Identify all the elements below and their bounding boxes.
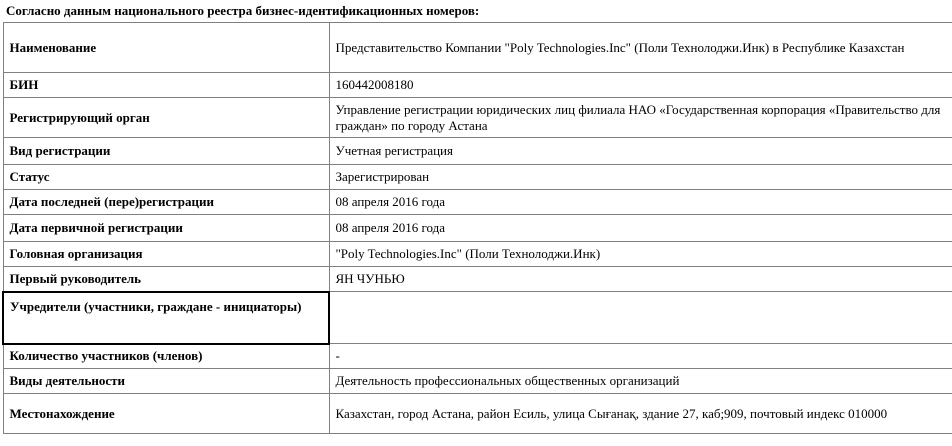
row-label: Виды деятельности bbox=[3, 369, 329, 394]
row-value: - bbox=[329, 344, 952, 369]
table-row-registration-type bbox=[3, 138, 952, 165]
row-label: Учредители (участники, граждане - инициаторы) bbox=[3, 292, 329, 344]
row-value: Зарегистрирован bbox=[329, 165, 952, 190]
row-label: Наименование bbox=[3, 23, 329, 73]
row-label: Первый руководитель bbox=[3, 267, 329, 292]
table-row-name bbox=[3, 23, 952, 73]
row-label: Регистрирующий орган bbox=[3, 98, 329, 138]
row-label: Дата первичной регистрации bbox=[3, 215, 329, 242]
table-row-head-organization bbox=[3, 242, 952, 267]
row-label: Количество участников (членов) bbox=[3, 344, 329, 369]
row-value: Управление регистрации юридических лиц филиала НАО «Государственная корпорация «Правительство для граждан» по городу Астана bbox=[329, 98, 952, 138]
row-value: Казахстан, город Астана, район Есиль, улица Сығанақ, здание 27, каб;909, почтовый индекс 010000 bbox=[329, 394, 952, 434]
table-row-director bbox=[3, 267, 952, 292]
row-label: Местонахождение bbox=[3, 394, 329, 434]
row-label: Дата последней (пере)регистрации bbox=[3, 190, 329, 215]
table-row-participants-count bbox=[3, 344, 952, 369]
page-heading: Согласно данным национального реестра бизнес-идентификационных номеров: bbox=[6, 3, 480, 18]
row-value: 160442008180 bbox=[329, 73, 952, 98]
registry-table bbox=[2, 22, 952, 434]
table-row-registering-authority bbox=[3, 98, 952, 138]
row-value: Учетная регистрация bbox=[329, 138, 952, 165]
row-label: Вид регистрации bbox=[3, 138, 329, 165]
row-value: ЯН ЧУНЬЮ bbox=[329, 267, 952, 292]
table-row-bin bbox=[3, 73, 952, 98]
row-value: 08 апреля 2016 года bbox=[329, 215, 952, 242]
row-label: Статус bbox=[3, 165, 329, 190]
row-value bbox=[329, 292, 952, 344]
table-row-founders bbox=[3, 292, 952, 344]
row-value: "Poly Technologies.Inc" (Поли Технолоджи.Инк) bbox=[329, 242, 952, 267]
row-label: БИН bbox=[3, 73, 329, 98]
row-value: 08 апреля 2016 года bbox=[329, 190, 952, 215]
table-row-first-registration-date bbox=[3, 215, 952, 242]
table-row-status bbox=[3, 165, 952, 190]
row-label: Головная организация bbox=[3, 242, 329, 267]
table-row-location bbox=[3, 394, 952, 434]
table-row-last-registration-date bbox=[3, 190, 952, 215]
row-value: Представительство Компании "Poly Technologies.Inc" (Поли Технолоджи.Инк) в Республике Казахстан bbox=[329, 23, 952, 73]
table-row-activities bbox=[3, 369, 952, 394]
row-value: Деятельность профессиональных общественных организаций bbox=[329, 369, 952, 394]
